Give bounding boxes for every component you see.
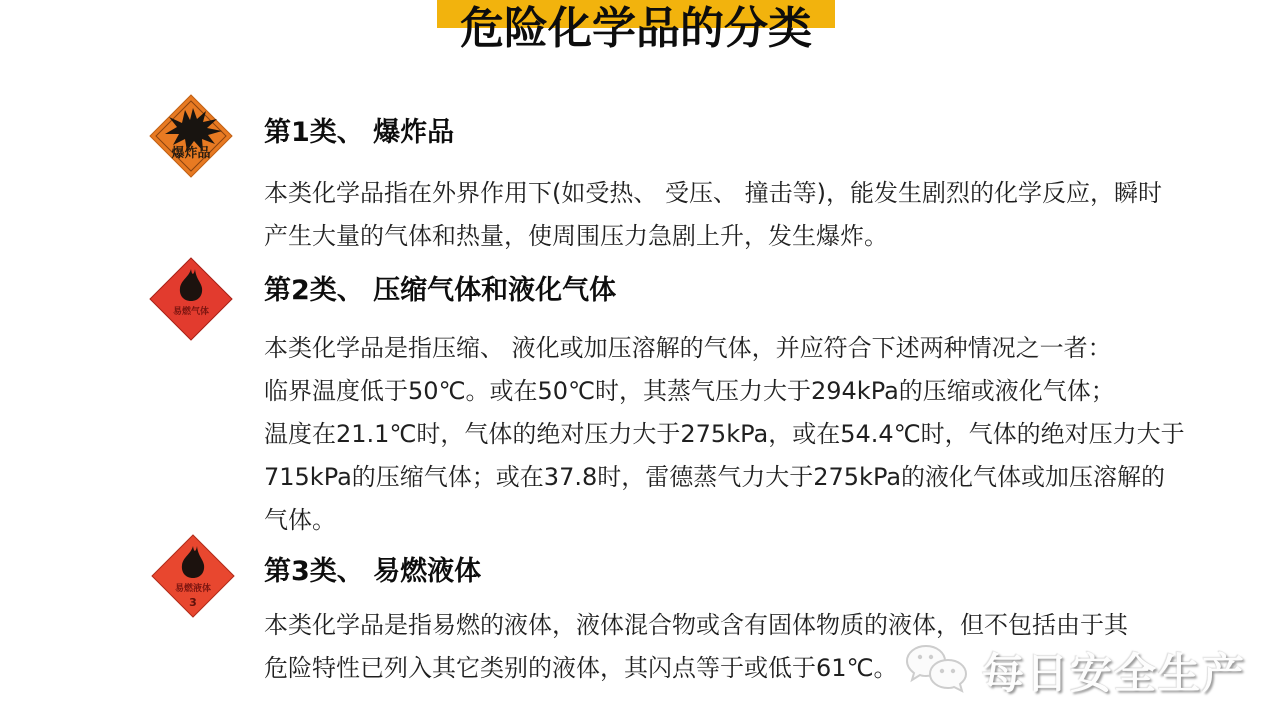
- flammable-gas-diamond-icon: [149, 257, 233, 341]
- flammable-gas-icon-label: 易燃气体: [172, 307, 210, 317]
- paragraph-line: 本类化学品指在外界作用下(如受热、 受压、 撞击等)，能发生剧烈的化学反应，瞬时: [264, 179, 1162, 207]
- wechat-logo-icon: [900, 640, 972, 702]
- paragraph-line: 危险特性已列入其它类别的液体，其闪点等于或低于61℃。: [264, 654, 898, 682]
- section-2-heading: 第2类、 压缩气体和液化气体: [264, 275, 617, 306]
- explosive-hazard-icon: [149, 94, 233, 178]
- flammable-liquid-hazard-icon: [151, 534, 235, 618]
- paragraph-line: 本类化学品是指易燃的液体，液体混合物或含有固体物质的液体，但不包括由于其: [264, 611, 1128, 639]
- explosive-diamond-icon: [149, 94, 233, 178]
- paragraph-line: 气体。: [264, 506, 336, 534]
- hazard-class-number: 3: [189, 596, 197, 609]
- section-1-paragraph: [264, 172, 1162, 258]
- paragraph-line: 715kPa的压缩气体；或在37.8时，雷德蒸气力大于275kPa的液化气体或加压溶解的: [264, 463, 1166, 491]
- explosive-icon-label: 爆炸品: [171, 146, 211, 161]
- paragraph-line: 临界温度低于50℃。或在50℃时，其蒸气压力大于294kPa的压缩或液化气体；: [264, 377, 1115, 405]
- section-2-paragraph: [264, 327, 1185, 542]
- watermark-text: 每日安全生产: [981, 649, 1246, 698]
- paragraph-line: 产生大量的气体和热量，使周围压力急剧上升，发生爆炸。: [264, 222, 888, 250]
- paragraph-line: 本类化学品是指压缩、 液化或加压溶解的气体，并应符合下述两种情况之一者：: [264, 334, 1112, 362]
- flammable-gas-hazard-icon: [149, 257, 233, 341]
- page-title: 危险化学品的分类: [460, 3, 812, 54]
- section-3-heading: 第3类、 易燃液体: [264, 556, 482, 587]
- section-1-heading: 第1类、 爆炸品: [264, 117, 455, 148]
- paragraph-line: 温度在21.1℃时，气体的绝对压力大于275kPa，或在54.4℃时，气体的绝对压力大于: [264, 420, 1185, 448]
- watermark: [900, 640, 1246, 702]
- flammable-liquid-icon-label: 易燃液体: [174, 584, 212, 594]
- flammable-liquid-diamond-icon: [151, 534, 235, 618]
